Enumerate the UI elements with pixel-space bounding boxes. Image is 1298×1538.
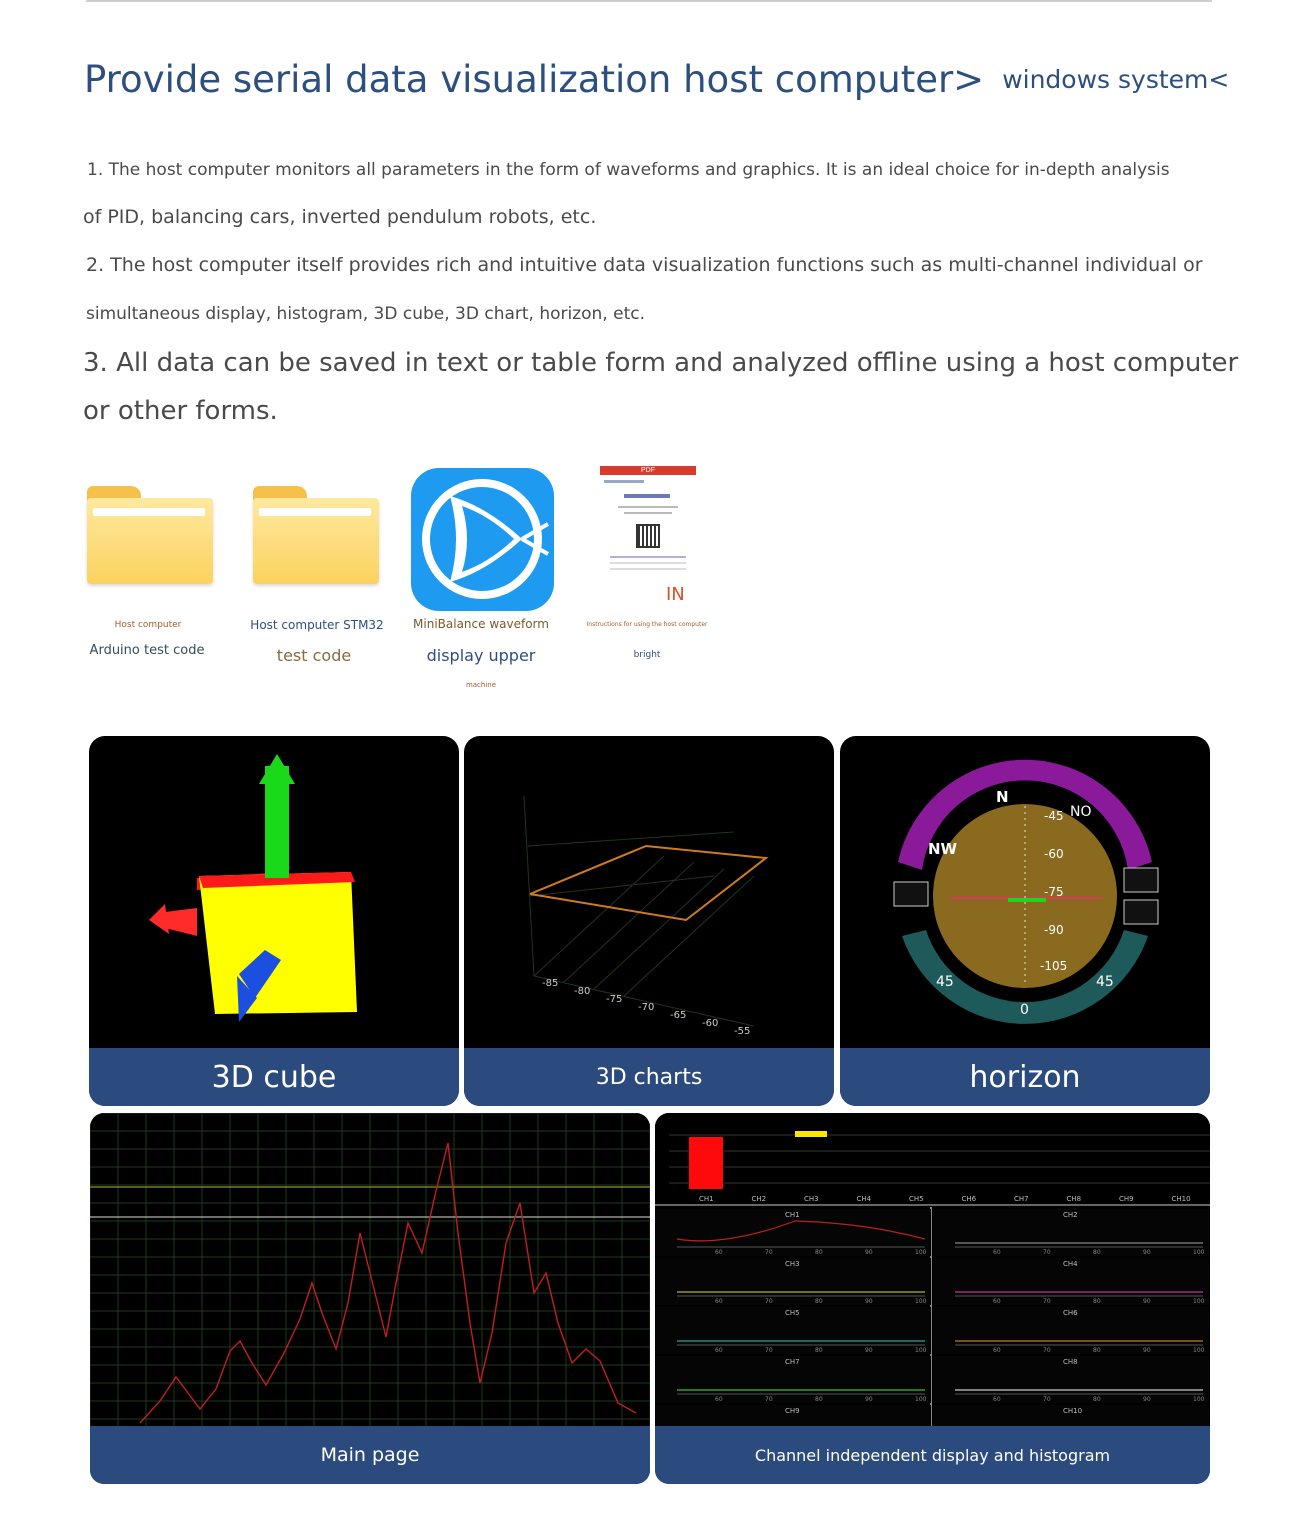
chart3d-x-tick: -70 <box>638 1002 655 1013</box>
tile-main-page[interactable] <box>90 1113 650 1484</box>
channel-x-tick: 70 <box>1043 1347 1051 1354</box>
compass-nw: NW <box>928 840 958 858</box>
channel-panels <box>655 1113 1210 1426</box>
channel-x-tick: 60 <box>993 1396 1001 1403</box>
intro-p2-line1: 2. The host computer itself provides rich and intuitive data visualization functions such as multi-channel individual or <box>86 254 1203 276</box>
channel-x-tick: 80 <box>815 1347 823 1354</box>
channel-plot-label: CH10 <box>1063 1407 1083 1415</box>
channel-x-tick: 70 <box>1043 1249 1051 1256</box>
tile-caption: 3D cube <box>89 1048 459 1106</box>
channel-bar-label: CH4 <box>856 1195 872 1203</box>
channel-x-tick: 80 <box>1093 1249 1101 1256</box>
channel-x-tick: 90 <box>1143 1298 1151 1305</box>
intro-p3-line2: or other forms. <box>83 396 278 426</box>
channel-x-tick: 90 <box>1143 1396 1151 1403</box>
channel-x-tick: 60 <box>715 1347 723 1354</box>
file-label-line1: Instructions for using the host computer <box>586 621 708 628</box>
channel-plot-label: CH4 <box>1063 1260 1078 1268</box>
channel-x-tick: 80 <box>815 1396 823 1403</box>
intro-p1-line1: 1. The host computer monitors all parameters in the form of waveforms and graphics. It is an ideal choice for in-depth analysis <box>87 160 1170 180</box>
channel-x-tick: 100 <box>915 1249 927 1256</box>
file-label-line1: MiniBalance waveform <box>413 617 549 631</box>
intro-p1-line2: of PID, balancing cars, inverted pendulum robots, etc. <box>83 206 597 228</box>
pdf-document-icon <box>600 466 696 604</box>
channel-plot-label: CH7 <box>785 1358 800 1366</box>
channel-x-tick: 90 <box>865 1396 873 1403</box>
chart3d-scene <box>464 736 834 1048</box>
channel-x-tick: 70 <box>765 1298 773 1305</box>
channel-x-tick: 80 <box>1093 1347 1101 1354</box>
channel-x-tick: 90 <box>865 1298 873 1305</box>
channel-x-tick: 100 <box>1193 1298 1205 1305</box>
channel-x-tick: 100 <box>915 1298 927 1305</box>
channel-plot-label: CH8 <box>1063 1358 1078 1366</box>
channel-x-tick: 100 <box>1193 1347 1205 1354</box>
channel-x-tick: 90 <box>1143 1249 1151 1256</box>
channel-x-tick: 90 <box>1143 1347 1151 1354</box>
channel-bar-label: CH8 <box>1066 1195 1082 1203</box>
file-label-line2: test code <box>276 646 352 665</box>
file-label-line2: bright <box>633 650 661 660</box>
channel-bar-label: CH3 <box>804 1195 819 1203</box>
channel-x-tick: 70 <box>765 1347 773 1354</box>
compass-no: NO <box>1070 804 1092 820</box>
channel-x-tick: 100 <box>915 1347 927 1354</box>
channel-bar-label: CH9 <box>1119 1195 1134 1203</box>
tile-channel-display[interactable] <box>655 1113 1210 1484</box>
channel-x-tick: 70 <box>1043 1396 1051 1403</box>
doc-mark: IN <box>666 584 685 605</box>
channel-bar-label: CH1 <box>699 1195 714 1203</box>
channel-bar-label: CH10 <box>1171 1195 1191 1203</box>
channel-x-tick: 60 <box>993 1249 1001 1256</box>
tile-caption: horizon <box>840 1048 1210 1106</box>
pitch-75: -75 <box>1044 885 1064 899</box>
tile-3d-charts[interactable] <box>464 736 834 1106</box>
channel-x-tick: 80 <box>815 1298 823 1305</box>
channel-x-tick: 80 <box>1093 1298 1101 1305</box>
channel-plot-label: CH2 <box>1063 1211 1078 1219</box>
pitch-45: -45 <box>1044 809 1064 823</box>
top-divider <box>86 0 1212 2</box>
channel-plot-label: CH5 <box>785 1309 800 1317</box>
channel-x-tick: 60 <box>993 1347 1001 1354</box>
channel-plot-label: CH9 <box>785 1407 800 1415</box>
file-label-line2: Arduino test code <box>89 643 205 658</box>
compass-n: N <box>996 788 1009 806</box>
pitch-60: -60 <box>1044 847 1064 861</box>
chart3d-x-tick: -85 <box>542 978 559 989</box>
channel-x-tick: 60 <box>715 1396 723 1403</box>
tile-caption: Channel independent display and histogram <box>655 1426 1210 1484</box>
file-label-line3: machine <box>465 681 497 689</box>
file-arduino-test-code[interactable] <box>86 486 214 666</box>
pitch-90: -90 <box>1044 923 1064 937</box>
channel-x-tick: 70 <box>765 1396 773 1403</box>
channel-x-tick: 100 <box>915 1396 927 1403</box>
waveform-plot <box>90 1113 650 1426</box>
pitch-105: -105 <box>1040 959 1068 973</box>
channel-bar-label: CH7 <box>1014 1195 1029 1203</box>
chart3d-x-tick: -80 <box>574 986 591 997</box>
page-title <box>84 58 1229 101</box>
tile-caption: 3D charts <box>464 1048 834 1106</box>
intro-p3-line1: 3. All data can be saved in text or table form and analyzed offline using a host computer <box>83 348 1239 378</box>
chart3d-x-tick: -75 <box>606 994 623 1005</box>
tile-horizon[interactable] <box>840 736 1210 1106</box>
chart3d-x-tick: -55 <box>734 1026 751 1037</box>
channel-x-tick: 60 <box>715 1298 723 1305</box>
channel-x-tick: 70 <box>765 1249 773 1256</box>
channel-x-tick: 100 <box>1193 1249 1205 1256</box>
chart3d-x-tick: -60 <box>702 1018 719 1029</box>
tile-caption: Main page <box>90 1426 650 1484</box>
tile-3d-cube[interactable] <box>89 736 459 1106</box>
file-label-line2: display upper <box>426 646 536 665</box>
channel-plot-label: CH1 <box>785 1211 800 1219</box>
channel-bar-label: CH5 <box>909 1195 924 1203</box>
channel-x-tick: 60 <box>715 1249 723 1256</box>
title-main: Provide serial data visualization host computer> <box>84 58 985 101</box>
file-minibalance-upper-machine[interactable] <box>410 466 556 694</box>
channel-x-tick: 100 <box>1193 1396 1205 1403</box>
file-host-computer-instructions[interactable] <box>586 464 710 664</box>
channel-plot-label: CH3 <box>785 1260 800 1268</box>
channel-x-tick: 90 <box>865 1347 873 1354</box>
title-suffix: windows system< <box>1002 65 1230 94</box>
channel-plot-label: CH6 <box>1063 1309 1078 1317</box>
roll-zero: 0 <box>1020 1002 1029 1018</box>
channel-bar-label: CH6 <box>961 1195 977 1203</box>
file-stm32-test-code[interactable] <box>252 486 382 666</box>
file-label-line1: Host computer STM32 <box>250 618 384 632</box>
file-label-line1: Host computer <box>114 620 182 630</box>
channel-x-tick: 70 <box>1043 1298 1051 1305</box>
roll-right: 45 <box>1096 974 1114 990</box>
channel-x-tick: 80 <box>815 1249 823 1256</box>
cube-scene <box>89 736 459 1048</box>
roll-left: 45 <box>936 974 954 990</box>
channel-bar-label: CH2 <box>751 1195 767 1203</box>
chart3d-x-tick: -65 <box>670 1010 687 1021</box>
channel-x-tick: 80 <box>1093 1396 1101 1403</box>
intro-p2-line2: simultaneous display, histogram, 3D cube, 3D chart, horizon, etc. <box>86 304 646 324</box>
pdf-badge: PDF <box>600 466 696 475</box>
channel-x-tick: 90 <box>865 1249 873 1256</box>
minibalance-app-icon <box>410 466 556 614</box>
horizon-gauge <box>840 736 1210 1048</box>
channel-x-tick: 60 <box>993 1298 1001 1305</box>
qr-code-icon <box>638 526 658 546</box>
